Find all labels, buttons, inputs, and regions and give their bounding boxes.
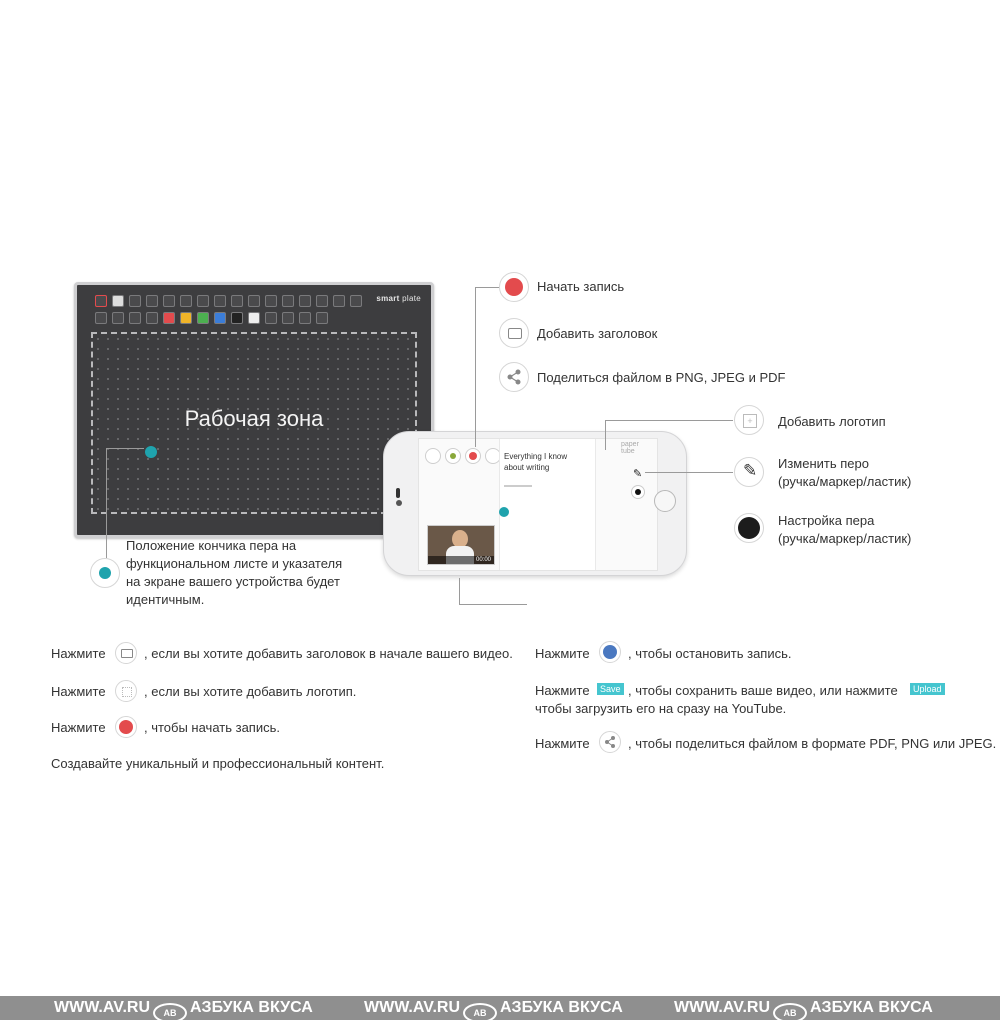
av-logo-icon: АВ — [773, 1003, 807, 1023]
color-white-swatch[interactable] — [248, 312, 260, 324]
check-icon[interactable] — [316, 295, 328, 307]
page-copy-icon[interactable] — [248, 295, 260, 307]
power-icon[interactable] — [350, 295, 362, 307]
minus-icon[interactable] — [214, 295, 226, 307]
chevron-right-icon[interactable] — [316, 312, 328, 324]
color-black-swatch[interactable] — [231, 312, 243, 324]
footer-brand: WWW.AV.RU АВ АЗБУКА ВКУСА — [364, 999, 623, 1023]
video-preview[interactable] — [427, 525, 495, 565]
instr-record-text: , чтобы начать запись. — [144, 720, 280, 735]
pen-color-icon[interactable] — [445, 448, 461, 464]
paper-signature-line — [504, 485, 532, 487]
connector-line — [459, 578, 460, 604]
paper-text: Everything I know about writing — [504, 452, 568, 472]
speaker-icon — [396, 488, 400, 498]
color-yellow-swatch[interactable] — [180, 312, 192, 324]
change-pen-label: Изменить перо (ручка/маркер/ластик) — [778, 456, 912, 489]
instr-press-label: Нажмите — [535, 736, 590, 751]
instr-press-label: Нажмите — [535, 683, 590, 698]
smart-plate-brand: smart plate — [376, 294, 421, 303]
footer-bar — [0, 996, 1000, 1020]
chevron-left-icon[interactable] — [299, 312, 311, 324]
instr-upload-text: чтобы загрузить его на сразу на YouTube. — [535, 701, 787, 716]
logo-icon[interactable] — [115, 680, 137, 702]
home-icon[interactable] — [282, 295, 294, 307]
connector-line — [475, 287, 476, 447]
pen-tip-dot — [145, 446, 157, 458]
share-callout-icon[interactable] — [499, 362, 529, 392]
pen-position-caption: Положение кончика пера на функциональном листе и указателя на экране вашего устройства будет идентичным. — [126, 538, 343, 607]
pen-settings-label: Настройка пера (ручка/маркер/ластик) — [778, 513, 912, 546]
eraser-icon[interactable] — [180, 295, 192, 307]
share-label: Поделиться файлом в PNG, JPEG и PDF — [537, 370, 786, 385]
instr-press-label: Нажмите — [51, 646, 106, 661]
connector-line — [645, 472, 733, 473]
instr-title-text: , если вы хотите добавить заголовок в начале вашего видео. — [144, 646, 513, 661]
dot-large-icon[interactable] — [129, 312, 141, 324]
paper-sheet — [499, 439, 596, 570]
instr-save-text: , чтобы сохранить ваше видео, или нажмите — [628, 683, 898, 698]
connector-line — [106, 448, 107, 558]
video-controls[interactable] — [428, 556, 494, 564]
undo-icon[interactable] — [129, 295, 141, 307]
page-icon[interactable] — [231, 295, 243, 307]
footer-brand: WWW.AV.RU АВ АЗБУКА ВКУСА — [54, 999, 313, 1023]
color-red-swatch[interactable] — [163, 312, 175, 324]
camera-icon — [396, 500, 402, 506]
work-area-title: Рабочая зона — [184, 406, 324, 431]
stop-icon[interactable] — [599, 641, 621, 663]
instr-press-label: Нажмите — [51, 720, 106, 735]
pen-position-icon — [90, 558, 120, 588]
instr-create-text: Создавайте уникальный и профессиональный контент. — [51, 756, 385, 771]
home-icon[interactable] — [425, 448, 441, 464]
footer-brand: WWW.AV.RU АВ АЗБУКА ВКУСА — [674, 999, 933, 1023]
record-callout-icon[interactable] — [499, 272, 529, 302]
record-icon[interactable] — [465, 448, 481, 464]
av-logo-icon: АВ — [153, 1003, 187, 1023]
phone-device — [383, 431, 687, 576]
pen-settings-icon[interactable] — [631, 485, 645, 499]
record-icon[interactable] — [115, 716, 137, 738]
instr-share-text: , чтобы поделиться файлом в формате PDF, PNG или JPEG. — [628, 736, 997, 751]
instr-press-label: Нажмите — [535, 646, 590, 661]
pointer-dot — [499, 507, 509, 517]
title-icon[interactable] — [115, 642, 137, 664]
pencil-icon[interactable] — [95, 312, 107, 324]
connector-line — [106, 448, 144, 449]
connector-line — [605, 420, 733, 421]
smart-plate-tablet — [74, 282, 434, 538]
pen-change-callout-icon[interactable]: ✎ — [734, 457, 764, 487]
pen-icon[interactable] — [163, 295, 175, 307]
av-logo-icon: АВ — [463, 1003, 497, 1023]
stop-icon[interactable] — [112, 295, 124, 307]
add-title-label: Добавить заголовок — [537, 326, 658, 341]
share-icon[interactable] — [599, 731, 621, 753]
close-icon[interactable] — [333, 295, 345, 307]
save-tag[interactable]: Save — [597, 683, 624, 695]
color-green-swatch[interactable] — [197, 312, 209, 324]
fullscreen-icon[interactable] — [282, 312, 294, 324]
connector-line — [475, 287, 499, 288]
instr-press-label: Нажмите — [51, 684, 106, 699]
plate-toolbar-row-2 — [95, 312, 328, 324]
pen-settings-callout-icon[interactable] — [734, 513, 764, 543]
color-blue-swatch[interactable] — [214, 312, 226, 324]
text-icon[interactable] — [299, 295, 311, 307]
grid-icon[interactable] — [265, 312, 277, 324]
connector-line — [459, 604, 527, 605]
phone-home-button[interactable] — [654, 490, 676, 512]
phone-screen — [418, 438, 658, 571]
instr-stop-text: , чтобы остановить запись. — [628, 646, 792, 661]
redo-icon[interactable] — [146, 295, 158, 307]
plate-toolbar-row-1 — [95, 295, 362, 307]
start-record-label: Начать запись — [537, 279, 625, 294]
upload-tag[interactable]: Upload — [910, 683, 945, 695]
plus-icon[interactable] — [197, 295, 209, 307]
paper-tube-logo: paper tube — [621, 441, 639, 455]
dot-small-icon[interactable] — [112, 312, 124, 324]
pen-change-icon[interactable]: ✎ — [633, 468, 643, 480]
work-area — [91, 332, 417, 514]
record-icon[interactable] — [95, 295, 107, 307]
connector-line — [605, 420, 606, 450]
video-time: 00:00 — [475, 557, 491, 563]
marker-icon[interactable] — [146, 312, 158, 324]
title-callout-icon[interactable] — [499, 318, 529, 348]
logo-callout-icon[interactable]: + — [734, 405, 764, 435]
instr-logo-text: , если вы хотите добавить логотип. — [144, 684, 357, 699]
image-icon[interactable] — [265, 295, 277, 307]
add-logo-label: Добавить логотип — [778, 414, 886, 429]
